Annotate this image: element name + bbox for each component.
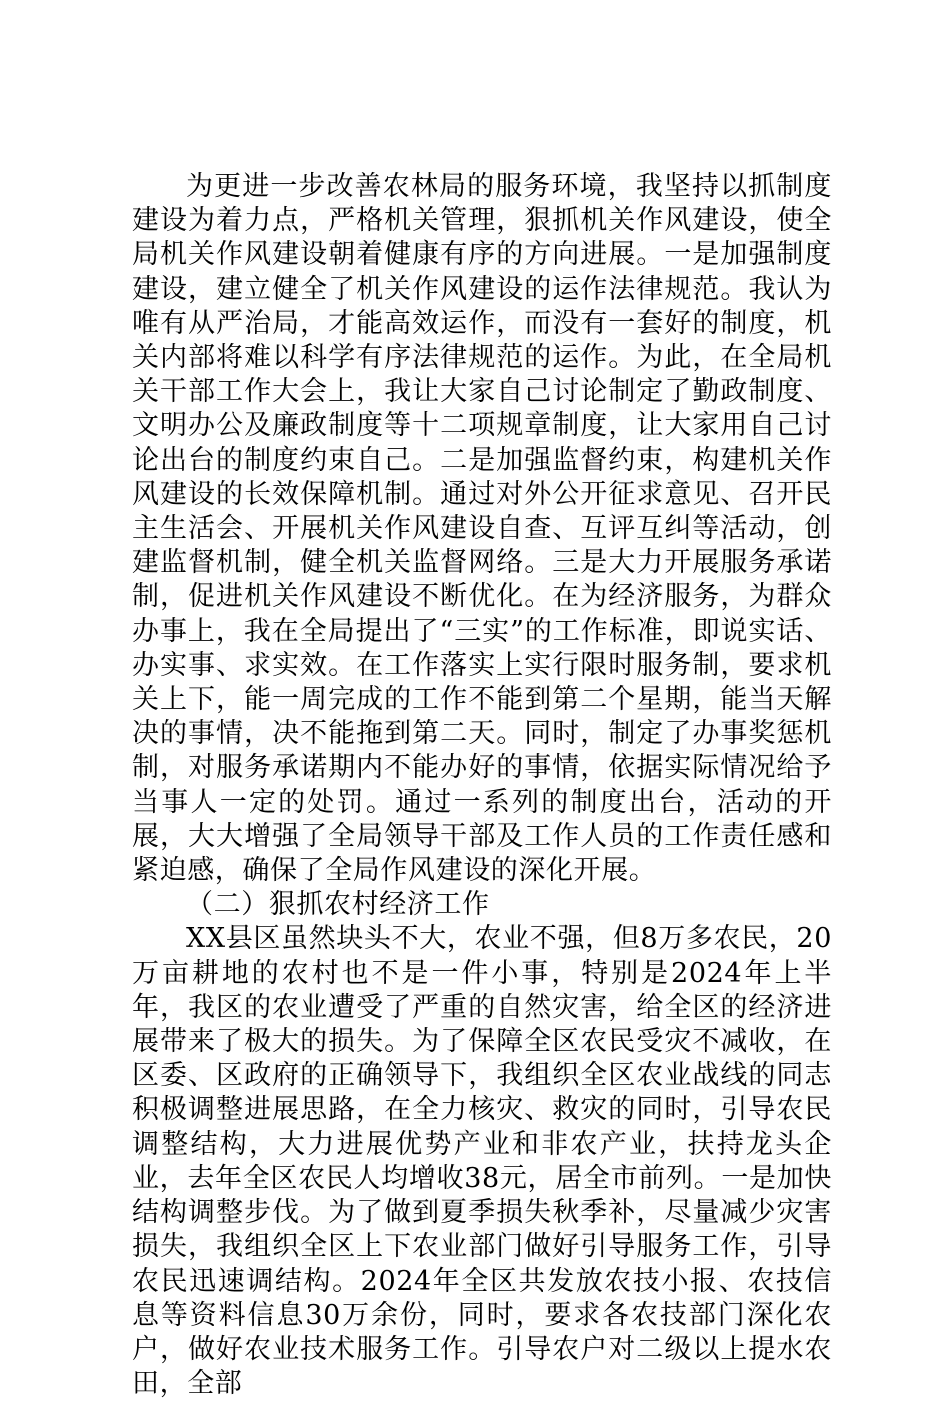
paragraph-work-style: 为更进一步改善农林局的服务环境，我坚持以抓制度建设为着力点，严格机关管理，狠抓机关作风建设，使全局机关作风建设朝着健康有序的方向进展。一是加强制度建设，建立健全了机关作风建设的运作法律规范。我认为唯有从严治局，才能高效运作，而没有一套好的制度，机关内部将难以科学有序法律规范的运作。为此，在全局机关干部工作大会上，我让大家自己讨论制定了勤政制度、文明办公及廉政制度等十二项规章制度，让大家用自己讨论出台的制度约束自己。二是加强监督约束，构建机关作风建设的长效保障机制。通过对外公开征求意见、召开民主生活会、开展机关作风建设自查、互评互纠等活动，创建监督机制，健全机关监督网络。三是大力开展服务承诺制，促进机关作风建设不断优化。在为经济服务，为群众办事上，我在全局提出了“三实”的工作标准，即说实话、办实事、求实效。在工作落实上实行限时服务制，要求机关上下，能一周完成的工作不能到第二个星期，能当天解决的事情，决不能拖到第二天。同时，制定了办事奖惩机制，对服务承诺期内不能办好的事情，依据实际情况给予当事人一定的处罚。通过一系列的制度出台，活动的开展，大大增强了全局领导干部及工作人员的工作责任感和紧迫感，确保了全局作风建设的深化开展。 [132,171,832,887]
paragraph-rural-economy: XX县区虽然块头不大，农业不强，但8万多农民，20万亩耕地的农村也不是一件小事，特别是2024年上半年，我区的农业遭受了严重的自然灾害，给全区的经济进展带来了极大的损失。为了保障全区农民受灾不减收，在区委、区政府的正确领导下，我组织全区农业战线的同志积极调整进展思路，在全力核灾、救灾的同时，引导农民调整结构，大力进展优势产业和非农产业，扶持龙头企业，去年全区农民人均增收38元，居全市前列。一是加快结构调整步伐。为了做到夏季损失秋季补，尽量减少灾害损失，我组织全区上下农业部门做好引导服务工作，引导农民迅速调结构。2024年全区共发放农技小报、农技信息等资料信息30万余份，同时，要求各农技部门深化农户，做好农业技术服务工作。引导农户对二级以上提水农田，全部 [132,923,832,1400]
document-body [132,170,832,1401]
section-heading-rural-economy: （二）狠抓农村经济工作 [186,889,490,921]
